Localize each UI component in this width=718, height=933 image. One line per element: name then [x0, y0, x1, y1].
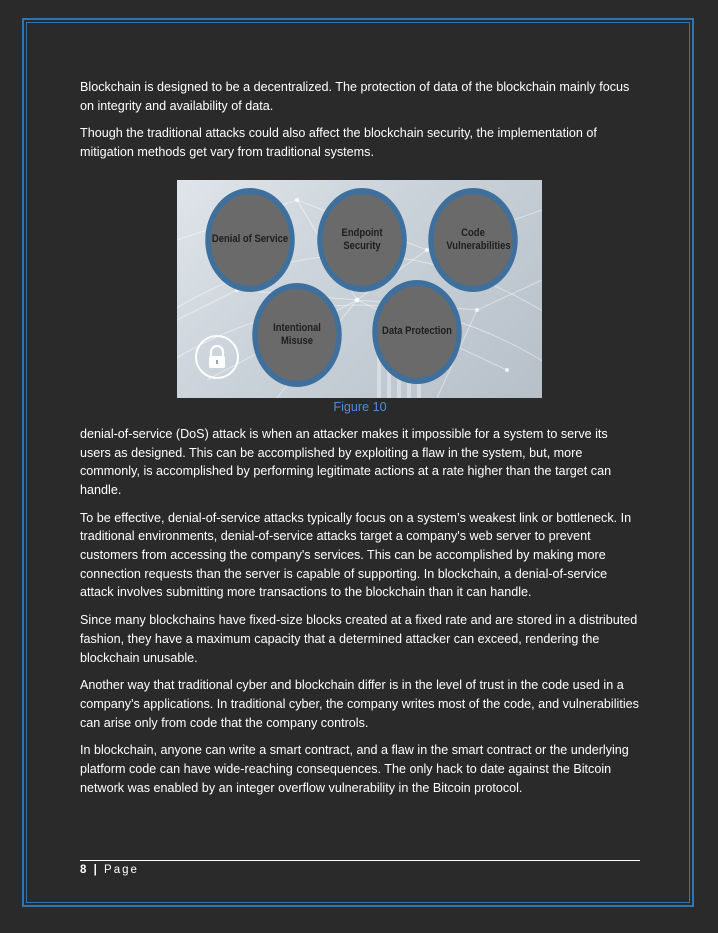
page-footer	[80, 864, 139, 876]
paragraph-4: To be effective, denial-of-service attacks typically focus on a system’s weakest link or bottleneck. In traditional environments, denial-of-service attacks target a company's web server to prevent customers from accessing the company's services. This can be accomplished by making more connection requests than the server is capable of supporting. In blockchain, a denial-of-service attack involves submitting more transactions to the blockchain than it can handle.	[80, 510, 632, 600]
paragraph-1: Blockchain is designed to be a decentralized. The protection of data of the blockchain mainly focus on integrity and availability of data.	[80, 80, 630, 113]
circle-endpoint-security: Endpoint Security	[317, 188, 406, 292]
paragraph-7: In blockchain, anyone can write a smart contract, and a flaw in the smart contract or the underlying platform code can have wide-reaching consequences. The only hack to date against the Bitcoin network was enabled by an integer overflow vulnerability in the Bitcoin protocol.	[80, 743, 629, 795]
lock-icon	[195, 335, 239, 379]
document-body	[80, 78, 640, 806]
paragraph-5: Since many blockchains have fixed-size blocks created at a fixed rate and are stored in a distributed fashion, they have a maximum capacity that a determined attacker can exceed, rendering the blockchain unusable.	[80, 613, 638, 665]
paragraph-6: Another way that traditional cyber and blockchain differ is in the level of trust in the code used in a company's applications. In traditional cyber, the company writes most of the code, and vulnerabilities can arise only from code that the company controls.	[80, 678, 639, 730]
footer-separator: |	[93, 864, 98, 876]
circle-intentional-misuse: Intentional Misuse	[252, 283, 341, 387]
figure-caption: Figure 10	[333, 399, 387, 414]
figure-image	[177, 180, 542, 398]
circle-data-protection: Data Protection	[372, 280, 461, 384]
circle-code-vulnerabilities: Code Vulnerabilities	[428, 188, 517, 292]
footer-rule	[80, 860, 640, 861]
paragraph-3: denial-of-service (DoS) attack is when an attacker makes it impossible for a system to serve its users as designed. This can be accomplished by exploiting a flaw in the system, but, more commonly, is accomplished by performing legitimate actions at a rate higher than the target can handle.	[80, 426, 612, 497]
paragraph-2: Though the traditional attacks could also affect the blockchain security, the implementation of mitigation methods get vary from traditional systems.	[80, 126, 597, 160]
circle-denial-of-service: Denial of Service	[205, 188, 294, 292]
page-number: 8	[80, 864, 87, 876]
page-label: Page	[104, 864, 139, 876]
